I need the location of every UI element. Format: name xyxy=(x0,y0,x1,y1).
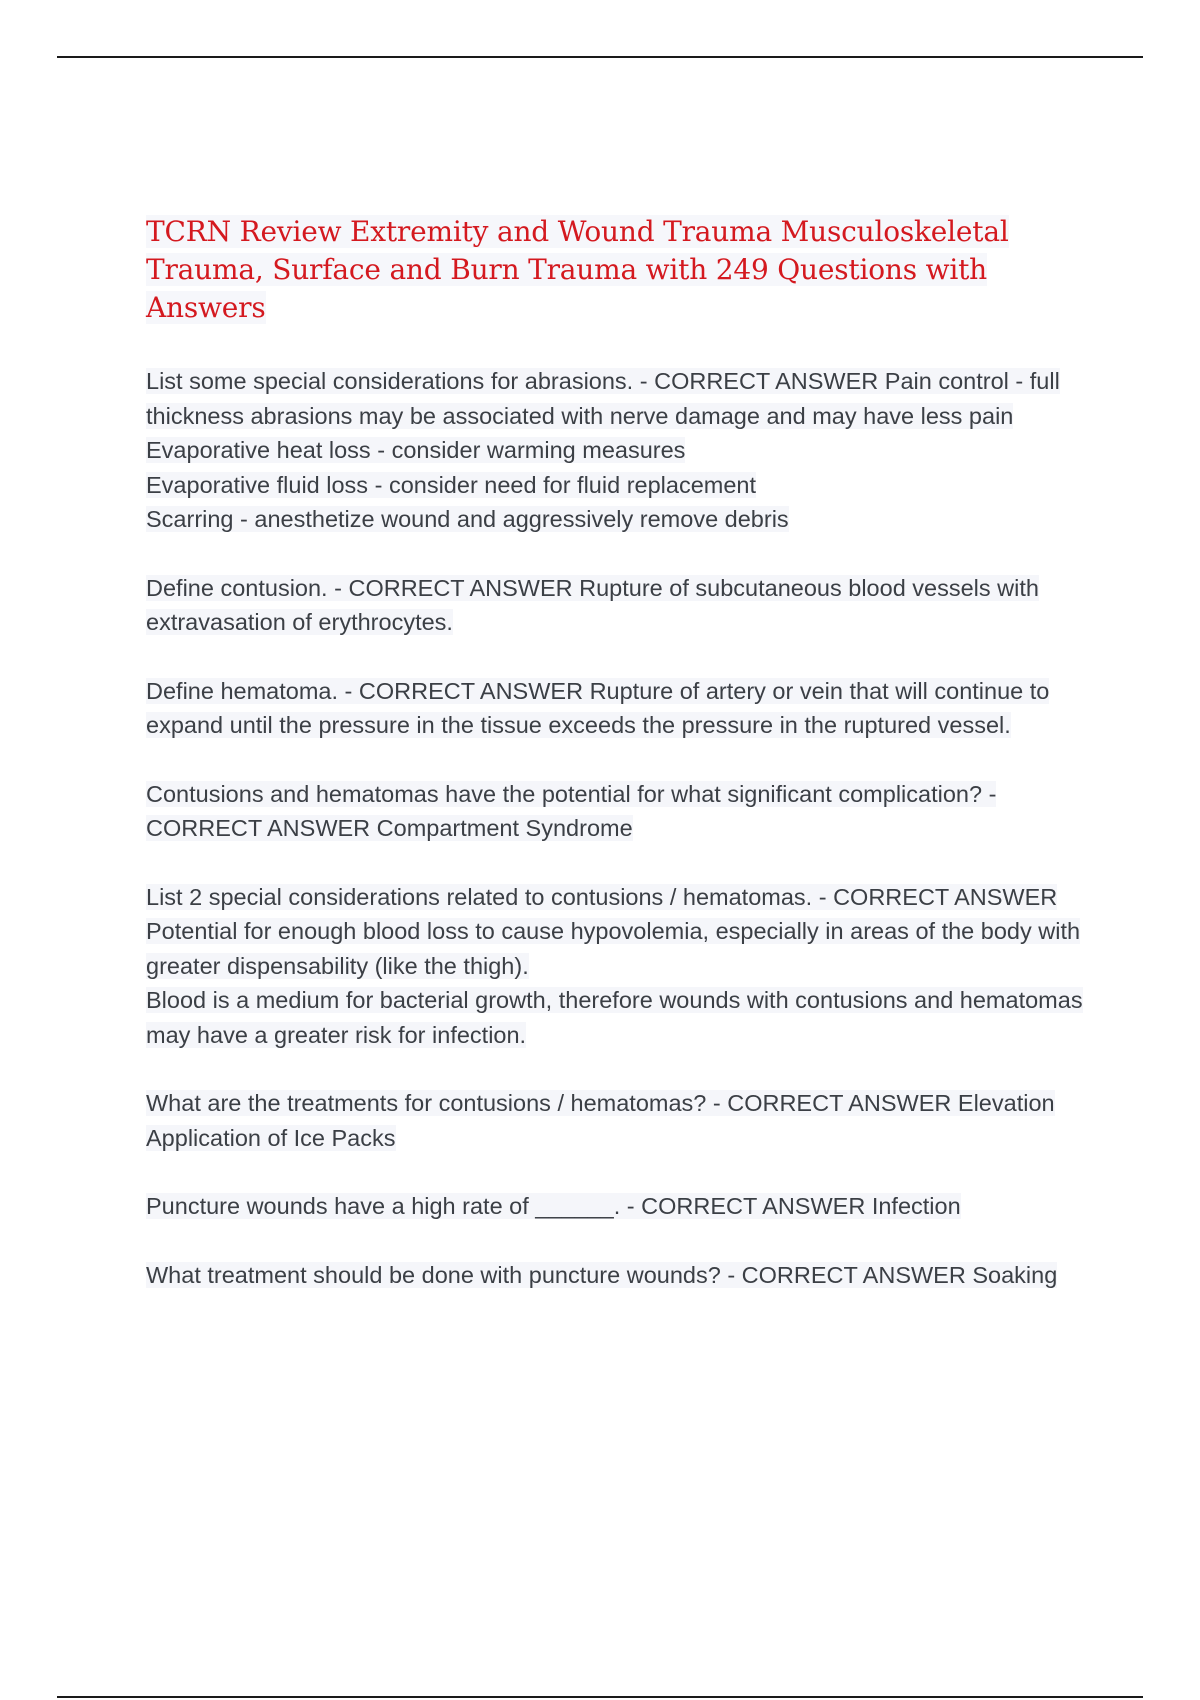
qa-line: Application of Ice Packs xyxy=(146,1124,396,1151)
qa-line: Puncture wounds have a high rate of ______. - CORRECT ANSWER Infection xyxy=(146,1193,961,1219)
qa-line: Scarring - anesthetize wound and aggressively remove debris xyxy=(146,506,789,532)
qa-item xyxy=(146,1189,1086,1224)
qa-line: Define contusion. - CORRECT ANSWER Rupture of subcutaneous blood vessels with extravasation of erythrocytes. xyxy=(146,574,1039,635)
qa-line: Evaporative fluid loss - consider need for fluid replacement xyxy=(146,471,757,498)
qa-item xyxy=(146,674,1086,743)
header-rule xyxy=(57,56,1143,58)
qa-line: Evaporative heat loss - consider warming measures xyxy=(146,437,686,463)
qa-line: What are the treatments for contusions / hematomas? - CORRECT ANSWER Elevation xyxy=(146,1090,1055,1116)
footer-rule xyxy=(57,1696,1143,1698)
document-title: TCRN Review Extremity and Wound Trauma Musculoskeletal Trauma, Surface and Burn Trauma with 249 Questions with Answers xyxy=(146,215,1009,324)
qa-line: List some special considerations for abrasions. - CORRECT ANSWER Pain control - full thickness abrasions may be associated with nerve damage and may have less pain xyxy=(146,368,1060,429)
qa-line: Contusions and hematomas have the potential for what significant complication? - CORRECT ANSWER Compartment Syndrome xyxy=(146,780,997,841)
document-body xyxy=(146,213,1086,1326)
qa-item xyxy=(146,364,1086,537)
qa-item xyxy=(146,1086,1086,1155)
qa-item xyxy=(146,880,1086,1053)
qa-item xyxy=(146,571,1086,640)
qa-line: What treatment should be done with puncture wounds? - CORRECT ANSWER Soaking xyxy=(146,1261,1058,1288)
qa-item xyxy=(146,777,1086,846)
qa-line: Define hematoma. - CORRECT ANSWER Rupture of artery or vein that will continue to expand until the pressure in the tissue exceeds the pressure in the ruptured vessel. xyxy=(146,677,1050,738)
qa-line: Blood is a medium for bacterial growth, therefore wounds with contusions and hematomas may have a greater risk for infection. xyxy=(146,987,1083,1048)
qa-item xyxy=(146,1258,1086,1293)
qa-line: List 2 special considerations related to contusions / hematomas. - CORRECT ANSWER Potential for enough blood loss to cause hypovolemia, especially in areas of the body with greater dispensability (like the thigh). xyxy=(146,883,1081,979)
